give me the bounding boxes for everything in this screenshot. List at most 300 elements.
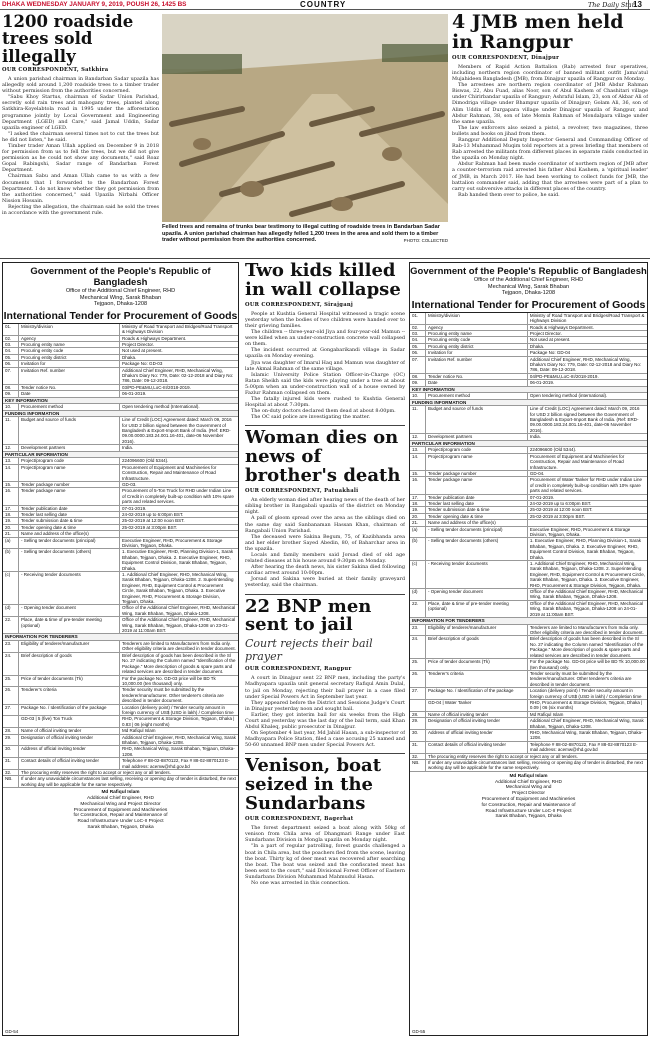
table-cell: 01. [3, 324, 19, 335]
table-row [410, 357, 647, 374]
table-cell: Procuring entity code [19, 348, 120, 353]
signature-block [410, 774, 647, 820]
table-cell: 15. [3, 482, 19, 487]
table-cell: - Selling tender documents (principal) [19, 538, 120, 549]
ad-heading: International Tender for Procurement of Goods [3, 309, 238, 322]
table-cell: Package No. / Identification of the package [19, 705, 120, 716]
table-cell: Line of Credit (LOC) Agreement dated: March 09, 2016 for USD 2 billion signed between the Government of Bangladesh & Export-Import Bank of India. (Ref: ERD-09.00.0000.183.24.001.16-401, date-06 November 2016). [122, 417, 232, 444]
table-cell: Additional Chief Engineer, RHD, Mechanical Wing, Sarak Bhaban, Tejgaon, Dhaka-1208. [529, 718, 644, 729]
table-cell: Tender notice No. [426, 374, 528, 379]
table-cell: 1. Executive Engineer, RHD, Planning Division-1, Sarak Bhaban, Tejgaon, Dhaka. 2. Executive Engineer, RHD, Equipment Control Division, Sarak Bhaban, Tejgaon, Dhaka. [529, 538, 641, 560]
article-woman-dies [245, 429, 405, 588]
signature-line: Mechanical Wing and Project Director [80, 801, 161, 807]
table-cell: Tender notice No. [19, 385, 120, 390]
table-cell: Contact details of official inviting tender [426, 742, 528, 753]
article-body [452, 64, 648, 198]
table-section-header: PARTICULAR INFORMATION [410, 441, 647, 448]
photo-credit: PHOTO: COLLECTED [403, 238, 448, 244]
signature-line: Additional Chief Engineer, RHD [495, 779, 562, 785]
table-row [3, 572, 238, 605]
paragraph: Earlier, they got interim bail for six weeks from the High Court and yesterday was the last day of the bail term, said Khan Abdul Khaleq, public prosecutor in Dinajpur. [245, 711, 405, 731]
table-cell: 08. [3, 385, 19, 390]
table-cell [3, 716, 19, 727]
table-cell: 20. [410, 514, 426, 519]
signature-line: Additional Chief Engineer, RHD [87, 796, 154, 802]
paragraph: Rangpur Additional Deputy Inspector General and Commanding Officer of Rab-13 Muhammad Muqim told reporters at a press briefing that members of Rab arrested the militants from different places in separate raids conducted in the upazila on Monday night. [452, 137, 648, 162]
table-cell: Tenderer's criteria [426, 671, 528, 687]
table-cell: 25. [410, 659, 426, 670]
table-cell: Budget and source of funds [426, 406, 528, 433]
table-cell: 07. [410, 357, 426, 373]
table-cell: 03/PD-PE&MU,LoC-III/2018-2019. [122, 384, 191, 390]
table-cell: (a) [3, 538, 19, 549]
byline: OUR CORRESPONDENT, Rangpur [245, 666, 352, 673]
table-section-header: KEY INFORMATION [410, 387, 647, 394]
article-jmb-arrest [452, 13, 648, 253]
paragraph: Timber trader Aman Ullah applied on December 9 in 2018 for permission from us to fell the trees, but we did not give permission as he could not show any documents," said Roaz Gopal Rabingshi, Sadar range of Bandarban Forest Department. [2, 142, 159, 174]
table-cell: 10. [3, 404, 19, 409]
table-cell: Location (delivery point) / Tender security amount in foreign currency of US$ (USD in lakh) / Completion time [122, 704, 234, 715]
table-cell: 25-02-2019 at 12:00 noon BST. [529, 507, 593, 513]
table-cell: Procurement of Equipment and Machineries for Construction, Repair and Maintenance of Road Infrastructure. [122, 464, 217, 481]
table-cell: Additional Chief Engineer, RHD, Mechanical Wing, Sarak Bhaban, Tejgaon, Dhaka-1208. [122, 734, 236, 745]
office-line-1: Office of the Additional Chief Engineer, RHD [65, 288, 176, 294]
table-cell: 13. [3, 458, 19, 463]
table-row [3, 746, 238, 758]
table-cell: 27. [410, 688, 426, 699]
office-line-3: Tejgaon, Dhaka-1208 [93, 301, 148, 308]
table-cell: Invitation Ref. number [19, 368, 120, 384]
paragraph: The forest department seized a boat along with 50kg of venison from Chila area of Dhangmari Range under East Sundarbans Division in Mongla upazila on Monday night. [245, 825, 405, 844]
table-cell: Procuring entity district [426, 344, 528, 349]
paragraph: The on-duty doctors declared them dead at about 8:00pm. [251, 408, 396, 415]
table-cell: GD-03. [122, 481, 137, 487]
byline: OUR CORRESPONDENT, Bagerhat [245, 816, 354, 823]
table-cell: 21. [3, 531, 19, 536]
article-body [2, 76, 159, 216]
table-cell: Procuring entity name [426, 331, 528, 336]
table-cell: 25-02-2019 at 3:00pm BST. [122, 524, 178, 530]
paragraph: An elderly woman died after hearing news of the death of her sibling brother in Rangabali upazila of the district on Monday night. [245, 497, 405, 516]
ad-title: Government of the People's Republic of Bangladesh [410, 266, 647, 277]
table-cell: 09. [3, 391, 19, 396]
table-cell: 29. [410, 718, 426, 729]
byline: OUR CORRESPONDENT, Satkhira [2, 66, 109, 73]
table-row [3, 488, 238, 505]
table-row [410, 742, 647, 754]
byline: OUR CORRESPONDENT, Patuakhali [245, 488, 359, 495]
table-row [410, 760, 647, 772]
byline: OUR CORRESPONDENT, Sirajganj [245, 301, 354, 308]
signature-line: Procurement of Equipment and Machineries [73, 807, 168, 813]
table-cell: Invitation for [426, 350, 528, 355]
table-cell: 224096600 (Old 5344). [529, 447, 577, 453]
table-cell: Telephone # 88-02-8870122, Fax # 88-02-8870123 E-mail address: acemw@rhd.gov.bd [529, 741, 638, 753]
signature-line: Mechanical Wing and [505, 785, 552, 791]
table-cell: 07. [3, 368, 19, 384]
table-cell: RHD, Procurement & Storage Division, Tejgaon, Dhaka | 0.09 | 06 (six months) [529, 699, 643, 711]
table-cell: 23. [3, 641, 19, 652]
table-cell: 26. [410, 671, 426, 687]
table-cell: Tender package name [19, 488, 120, 504]
table-cell: 04. [3, 348, 19, 353]
table-row [3, 758, 238, 770]
table-cell: Office of the Additional Chief Engineer, RHD, Mechanical Wing, Sarak Bhaban, Tejgaon, Dhaka-1208 on 24-01-2019 at 11:00am BST. [529, 600, 644, 617]
table-row [3, 549, 238, 572]
table-cell: Address of official inviting tender [426, 730, 528, 741]
table-cell: 15. [410, 471, 426, 476]
table-cell: Procuring entity district [19, 355, 120, 360]
table-row [410, 718, 647, 730]
table-cell: Office of the Additional Chief Engineer, RHD, Mechanical Wing, Sarak Bhaban, Tejgaon, Dhaka-1208 on 23-01-2019 at 11:00am BST. [122, 617, 236, 634]
table-section-header: INFORMATION FOR TENDERERS [3, 634, 238, 641]
table-cell: Not used at present. [122, 348, 163, 354]
office-line-1: Office of the Additional Chief Engineer, RHD [473, 277, 584, 283]
table-cell: (c) [410, 561, 426, 588]
paragraph: The deceased were Sakina Begum, 75, of Kazibhanda area and her elder brother Sayed Abedin, 80, of Baharchar area in the upazila. [245, 533, 405, 552]
table-cell: 08. [410, 374, 426, 379]
table-cell: 18. [3, 512, 19, 517]
table-cell: 20. [3, 525, 19, 530]
table-section-header: FUNDING INFORMATION [410, 400, 647, 407]
table-cell: 02. [3, 336, 19, 341]
table-row [410, 700, 647, 712]
paragraph: Islamic University Police Station Officer-in-Charge (OC) Ratan Sheikh said the kids were playing under a tree at about 5:00pm when an under-construction wall of a house owned by Fazlur Rahman collapsed on them. [245, 371, 405, 396]
headline: Venison, boat seized in the Sundarbans [245, 755, 382, 815]
table-cell: Ministry of Road Transport and Bridges/Road Transport & Highways Division [529, 312, 645, 324]
table-cell: 07-01-2019. [122, 505, 147, 511]
table-cell: Price of tender documents (Tk) [426, 659, 528, 670]
table-cell: Md Rafiqul Islam [122, 728, 156, 734]
table-cell: 17. [3, 506, 19, 511]
table-cell: - Opening tender document [426, 589, 528, 600]
headline: 4 JMB men held in Rangpur [452, 13, 624, 53]
paragraph: Rab handed them over to police, he said. [458, 191, 560, 198]
table-cell: Additional Chief Engineer, RHD, Mechanical Wing, Dhaka's Diary No: 779, Date: 02-12-2018 and Diary No: 786, Date: 09-12-2018. [529, 356, 642, 373]
table-cell: Date [426, 380, 528, 385]
table-cell: Name of official inviting tender [426, 712, 528, 717]
table-cell: 06. [410, 350, 426, 355]
signature-line: Road Infrastructure Under LoC-II Project [77, 819, 164, 825]
article-body [245, 675, 405, 748]
table-row [3, 705, 238, 717]
table-cell: Tender last selling date [426, 501, 528, 506]
table-cell: 04/PD-PE&MU,LoC-III/2018-2019. [529, 373, 599, 379]
table-cell: 10. [410, 393, 426, 398]
table-cell: GD-04 | Water Tanker [426, 700, 528, 711]
signature-line: Project Director [511, 791, 546, 797]
table-cell: Dhaka. [529, 343, 545, 349]
table-row [3, 368, 238, 385]
table-cell: RHD, Mechanical Wing, Sarak Bhaban, Tejgaon, Dhaka-1208. [122, 746, 235, 757]
table-cell: (b) [410, 538, 426, 560]
table-cell: Procurement method [19, 404, 120, 409]
table-cell: Name and address of the office(s) [19, 531, 120, 536]
paragraph: No one was arrested in this connection. [251, 879, 350, 886]
table-cell: Address of official inviting tender [19, 746, 120, 757]
table-cell: Project/program name [19, 465, 120, 481]
table-cell: 04. [410, 337, 426, 342]
table-cell: 16. [410, 477, 426, 493]
table-cell: Tenderers are limited to Manufacturers from India only. Other eligibility criteria are described in tender document. [122, 641, 236, 652]
paragraph: The OC said police are investigating the matter. [251, 414, 371, 421]
table-cell: Tender package name [426, 477, 528, 493]
table-cell: Ministry of Road Transport and Bridges/Road Transport & Highways Division [122, 323, 233, 335]
table-section-header: KEY INFORMATION [3, 398, 238, 405]
table-cell: 25-02-2019 at 3:00pm BST. [529, 513, 585, 519]
table-cell: 21. [410, 520, 426, 525]
table-cell: For the package No. GD-04 price will be BD Tk 10,000.00 (ten thousand) only. [529, 659, 645, 670]
table-cell: (d) [3, 605, 19, 616]
table-cell: 16. [3, 488, 19, 504]
table-cell: NB. [3, 776, 19, 787]
table-cell: 28. [410, 712, 426, 717]
paragraph: Jorsad and Sakina were buried at their family graveyard yesterday, said the chairman. [245, 576, 405, 589]
table-cell: Project/program code [426, 447, 528, 452]
article-wall-collapse [245, 262, 405, 420]
table-cell: Package No: GD-03 [122, 361, 163, 367]
table-row [3, 465, 238, 482]
headline: 1200 roadside trees sold illegally [2, 13, 134, 66]
table-cell: Executive Engineer, RHD, Procurement & Storage Division, Tejgaon, Dhaka. [529, 526, 631, 537]
paragraph: Jiya was daughter of Imarul Haq and Mamun was daughter of late Akmal Rahman of the same village. [245, 359, 405, 372]
table-cell: 11. [3, 417, 19, 444]
table-cell: 24. [3, 653, 19, 675]
tender-notice-left [2, 262, 239, 1036]
table-cell: GD-03 | 5 (five) Ton Truck [19, 716, 120, 727]
ad-title: Government of the People's Republic of Bangladesh [30, 266, 211, 288]
table-cell: Contact details of official inviting tender [19, 758, 120, 769]
table-cell: 14. [3, 465, 19, 481]
paragraph: The arrestees are northern region coordinator of JMB Abdur Rahman Biswas, 22, Abu Fuad, alias Noor, son of Abul Kashem of Chashitari village under Chirirbandar upazila of Rangpur; Ashraful Islam, 23, son of Akbar Ali of Dimodriga village under Bhampur upazila of Dinajpur; Golam Ali, 36, son of Alim Uddin of Durgapara village under Dinajpur upazila of Rangpur, and Abdur Rahman, 38, son of late Momin Rahman of Mondalpara village under the same upazila. [452, 82, 648, 125]
table-row [410, 454, 647, 471]
table-cell: 31. [410, 742, 426, 753]
table-cell: Tender opening date & time [426, 514, 528, 519]
table-cell: 29. [3, 735, 19, 746]
table-cell: Brief description of goods has been described in the Sl No. 27 indicating the Column named "Identification of the Package." More description of goods & spare parts and related services are described in tender document. [122, 652, 236, 675]
article-bnp-jail [245, 595, 405, 749]
paragraph: Rejecting the allegation, the chairman said he sold the trees in accordance with the government rule. [2, 203, 159, 216]
table-cell: 06. [3, 361, 19, 366]
paragraph: A union parishad chairman in Bandarban Sadar upazila has allegedly sold around 1,200 roadside trees to a timber trader without permission from the authorities concerned. [2, 75, 159, 95]
table-cell: Invitation Ref. number [426, 357, 528, 373]
table-cell: - Receiving tender documents [426, 561, 528, 588]
table-cell: 30. [410, 730, 426, 741]
article-body [245, 497, 405, 588]
table-section-header: INFORMATION FOR TENDERERS [410, 618, 647, 625]
table-cell: 24-02-2019 up to 6:00pm BST. [529, 500, 592, 506]
table-cell: Open tendering method (international). [529, 393, 608, 399]
table-cell: 18. [410, 501, 426, 506]
table-cell: Procurement of 5-Ton Truck for RHD under Indian Line of Credit in completely built-up condition with 10% spare parts and related services. [122, 488, 234, 505]
paragraph: Chairman Sabu and Aman Ullah came to us with a few documents that I forwarded to the Bandarban Forest Department. I do not know whether they got permission from the authorities concerned," said Upazila Nirbahi Officer Nission Hossain. [2, 173, 159, 204]
table-cell: (c) [3, 572, 19, 604]
table-cell: 28. [3, 728, 19, 733]
table-row [3, 687, 238, 704]
table-cell: Name and address of the office(s) [426, 520, 528, 525]
signature-block [3, 790, 238, 831]
table-cell: Agency [426, 325, 528, 330]
paragraph: The children -- three-year-old Jiya and four-year-old Mamun -- were killed when an under-construction concrete wall collapsed on them. [245, 329, 405, 348]
table-cell: 07-01-2019. [529, 494, 555, 500]
table-row [410, 477, 647, 494]
table-cell [120, 531, 238, 536]
signature-line: Road Infrastructure Under LoC-II Project [485, 808, 572, 814]
table-cell: Project Director. [529, 331, 562, 336]
table-cell: Procurement method [426, 393, 528, 398]
table-cell: Project/program code [19, 458, 120, 463]
ad-code: GD-55 [412, 1029, 426, 1034]
table-cell: Md Rafiqul Islam [529, 711, 564, 717]
table-cell: 32. [3, 770, 19, 775]
article-venison [245, 757, 405, 886]
table-cell: Project/program name [426, 454, 528, 470]
table-row [410, 730, 647, 742]
table-cell: Additional Chief Engineer, RHD, Mechanical Wing, Dhaka's Diary No: 779, Date: 02-12-2018 and Diary No: 786, Date: 09-12-2018. [122, 367, 234, 384]
paragraph: A pall of gloom spread over the area as the siblings died on the same day said Sanbanaman Hassan Khan, chairman of Rangabali Union Parishad. [245, 515, 405, 534]
table-cell: Telephone # 88-02-8870122, Fax # 88-02-8870123 E-mail address: acemw@rhd.gov.bd [122, 758, 230, 769]
table-cell: Place, date & time of pre-tender meeting (optional) [426, 601, 528, 617]
table-cell: RHD, Procurement & Storage Division, Tejgaon, Dhaka | 0.83 | 06 (eight months) [122, 716, 235, 727]
table-cell: Not used at present. [529, 337, 571, 343]
table-cell: 03. [410, 331, 426, 336]
table-cell: 24-02-2019 up to 6:00pm BST. [122, 511, 184, 517]
table-cell: Line of Credit (LOC) Agreement dated: March 09, 2016 for USD 2 billion signed between the Government of Bangladesh & Export-Import Bank of India. (Ref: ERD-09.00.0000.183.24.001.16-401, date-06 November 2016). [529, 406, 640, 433]
article-body [245, 825, 405, 886]
table-cell: 30. [3, 746, 19, 757]
table-cell: Dhaka. [122, 354, 137, 360]
table-cell: Package No: GD-04 [529, 350, 571, 356]
table-cell: Development partners [19, 445, 120, 450]
table-cell: 14. [410, 454, 426, 470]
table-cell: 1. Additional Chief Engineer, RHD, Mechanical Wing, Sarak Bhaban, Tejgaon, Dhaka-1208. 2. Superintending Engineer, RHD, Equipment Control & Procurement Circle, Sarak Bhaban, Tejgaon, Dhaka. 3. Executive Engineer, RHD, Procurement & Storage Division, Tejgaon, Dhaka. [529, 561, 645, 588]
table-row [410, 688, 647, 700]
table-cell: 24. [410, 636, 426, 658]
section-label: COUNTRY [300, 0, 347, 9]
table-row [410, 671, 647, 688]
paragraph: Locals and family members said Jorsad died of old age related diseases at his house around 9:30pm on Monday. [245, 551, 405, 565]
table-cell: Project Director. [122, 342, 155, 347]
signature-line: Procurement of Equipment and Machineries [481, 797, 576, 802]
table-cell: Tenderer's criteria [19, 687, 120, 703]
table-cell: Open tendering method (International). [122, 404, 200, 410]
table-cell: 12. [410, 434, 426, 439]
table-cell: 06-01-2019. [122, 391, 147, 397]
table-cell: Designation of official inviting tender [19, 735, 120, 746]
table-row [3, 653, 238, 676]
office-line-3: Tejgaon, Dhaka-1208 [501, 290, 556, 297]
table-cell: 224096600 (Old 5344). [122, 458, 169, 464]
article-body [245, 311, 405, 421]
table-cell: If under any unavoidable circumstances last selling, receiving or opening day of tender is disturbed, the next working day will be applicable for the same respectively. [428, 760, 643, 771]
paragraph: Abdur Rahman had been made coordinator of northern region of JMB after a counter-terrorism raid arrested his father Abul Kashem, a 'spiritual leader' of JMB, in March 2017. He had been working to collect funds for JMB, the battalion commander said, adding that the arrestees were part of a plan to carry out subversive attacks in different places of the country. [452, 161, 648, 192]
table-cell: (d) [410, 589, 426, 600]
page-number: 13 [628, 0, 642, 9]
table-cell: 05. [410, 344, 426, 349]
table-cell: - Selling tender documents (principal) [426, 527, 528, 538]
table-cell: 1. Executive Engineer, RHD, Planning Division-1, Sarak Bhaban, Tejgaon, Dhaka. 2. Executive Engineer, RHD, Equipment Control Division, Sarak Bhaban, Tejgaon, Dhaka. [122, 549, 234, 571]
table-cell: 09. [410, 380, 426, 385]
table-cell: 02. [410, 325, 426, 330]
signature-line: Md Rafiqul Islam [101, 790, 140, 796]
table-cell: - Receiving tender documents [19, 572, 120, 604]
middle-column [245, 262, 405, 1036]
table-row [410, 625, 647, 637]
headline: Woman dies on news of brother's death [245, 427, 401, 487]
table-row [410, 406, 647, 434]
office-line-2: Mechanical Wing, Sarak Bhaban [79, 294, 162, 301]
table-cell: 25-02-2019 at 12:00 noon BST. [122, 518, 185, 524]
table-cell: 06-01-2019. [529, 380, 555, 386]
subheadline: Court rejects their bail prayer [245, 637, 373, 664]
table-cell: 26. [3, 687, 19, 703]
signature-line: Md Rafiqul Islam [509, 773, 548, 779]
table-cell: NB. [410, 760, 426, 771]
table-cell: Roads & Highways Department. [122, 335, 187, 341]
table-row [410, 538, 647, 561]
table-cell: Procuring entity code [426, 337, 528, 342]
table-cell: Tender submission date & time [426, 507, 528, 512]
table-cell: Tender publication date [19, 506, 120, 511]
page-header [0, 0, 650, 10]
paragraph: The fatally injured kids were rushed to Kushtia General Hospital at about 7:30pm. [245, 396, 405, 409]
table-section-header: FUNDING INFORMATION [3, 411, 238, 418]
table-cell: 25. [3, 676, 19, 687]
ad-heading: International Tender for Procurement of Goods [411, 298, 646, 311]
table-row [3, 538, 238, 550]
table-cell: 11. [410, 406, 426, 433]
table-cell: For the package No. GD-03 price will be BD Tk 10,000.00 (ten thousand) only. [122, 675, 216, 686]
paragraph: Members of Rapid Action Battalion (Rab) arrested four operatives, including northern region coordinator of banned militant outfit Jama'atul Mujahideen Bangladesh (JMB), from Dinajpur upazila of Rangpur on Monday. [452, 63, 648, 83]
table-cell: 01. [410, 313, 426, 324]
table-cell: Tender submission date & time [19, 518, 120, 523]
tender-table [3, 324, 238, 788]
table-row [410, 601, 647, 618]
trees-photo [162, 14, 448, 222]
table-cell [410, 700, 426, 711]
table-cell: Budget and source of funds [19, 417, 120, 444]
ad-code: GD-54 [5, 1029, 19, 1034]
table-cell: (a) [410, 527, 426, 538]
table-cell: Brief description of goods [426, 636, 528, 658]
table-section-header: PARTICULAR INFORMATION [3, 452, 238, 459]
date-line: DHAKA WEDNESDAY JANUARY 9, 2019, POUSH 26, 1425 BS [2, 1, 187, 8]
table-cell: 19. [3, 518, 19, 523]
table-cell: RHD, Mechanical Wing, Sarak Bhaban, Tejgaon, Dhaka-1208. [529, 729, 643, 741]
table-row [410, 561, 647, 589]
table-cell: The procuring entity reserves the right to accept or reject any or all tenders. [21, 770, 171, 775]
table-cell: 23. [410, 625, 426, 636]
table-cell: Procurement of Equipment and Machineries for Construction, Repair and Maintenance of Road Infrastructure. [529, 453, 625, 470]
paragraph: People at Kushtia General Hospital witnessed a tragic scene yesterday when the bodies of two children were handed over to their grieving families. [245, 310, 405, 329]
table-cell: - Selling tender documents (others) [426, 538, 528, 560]
table-cell: 32. [410, 754, 426, 759]
table-cell: Location (delivery point) / Tender security amount in foreign currency of US$ (USD in lakh) / Completion time [529, 688, 642, 699]
table-cell: Tender security must be submitted by the tenderer/manufacturer. Other tenderer's criteria are described in tender document. [122, 687, 224, 704]
table-cell: - Opening tender document [19, 605, 120, 616]
table-cell: Tender package number [19, 482, 120, 487]
table-cell: Brief description of goods has been described in the Sl No. 27 indicating the Column named "Identification of the Package." More description of goods & spare parts and related services are described in tender document. [529, 636, 644, 658]
table-cell: 17. [410, 495, 426, 500]
table-row [3, 641, 238, 653]
table-cell: Designation of official inviting tender [426, 718, 528, 729]
table-cell: Tenderers are limited to Manufacturers from India only. Other eligibility criteria are described in tender document. [529, 624, 644, 636]
table-cell: Executive Engineer, RHD, Procurement & Storage Division, Tejgaon, Dhaka. [122, 537, 223, 548]
table-cell: (b) [3, 549, 19, 571]
table-cell: Ministry/division [19, 324, 120, 335]
table-cell: Tender publication date [426, 495, 528, 500]
table-cell: 1. Additional Chief Engineer, RHD, Mechanical Wing, Sarak Bhaban, Tejgaon, Dhaka-1208. 2. Superintending Engineer, RHD, Equipment Control & Procurement Circle, Sarak Bhaban, Tejgaon, Dhaka. 3. Executive Engineer, RHD, Procurement & Storage Division, Tejgaon, Dhaka. [122, 572, 234, 605]
